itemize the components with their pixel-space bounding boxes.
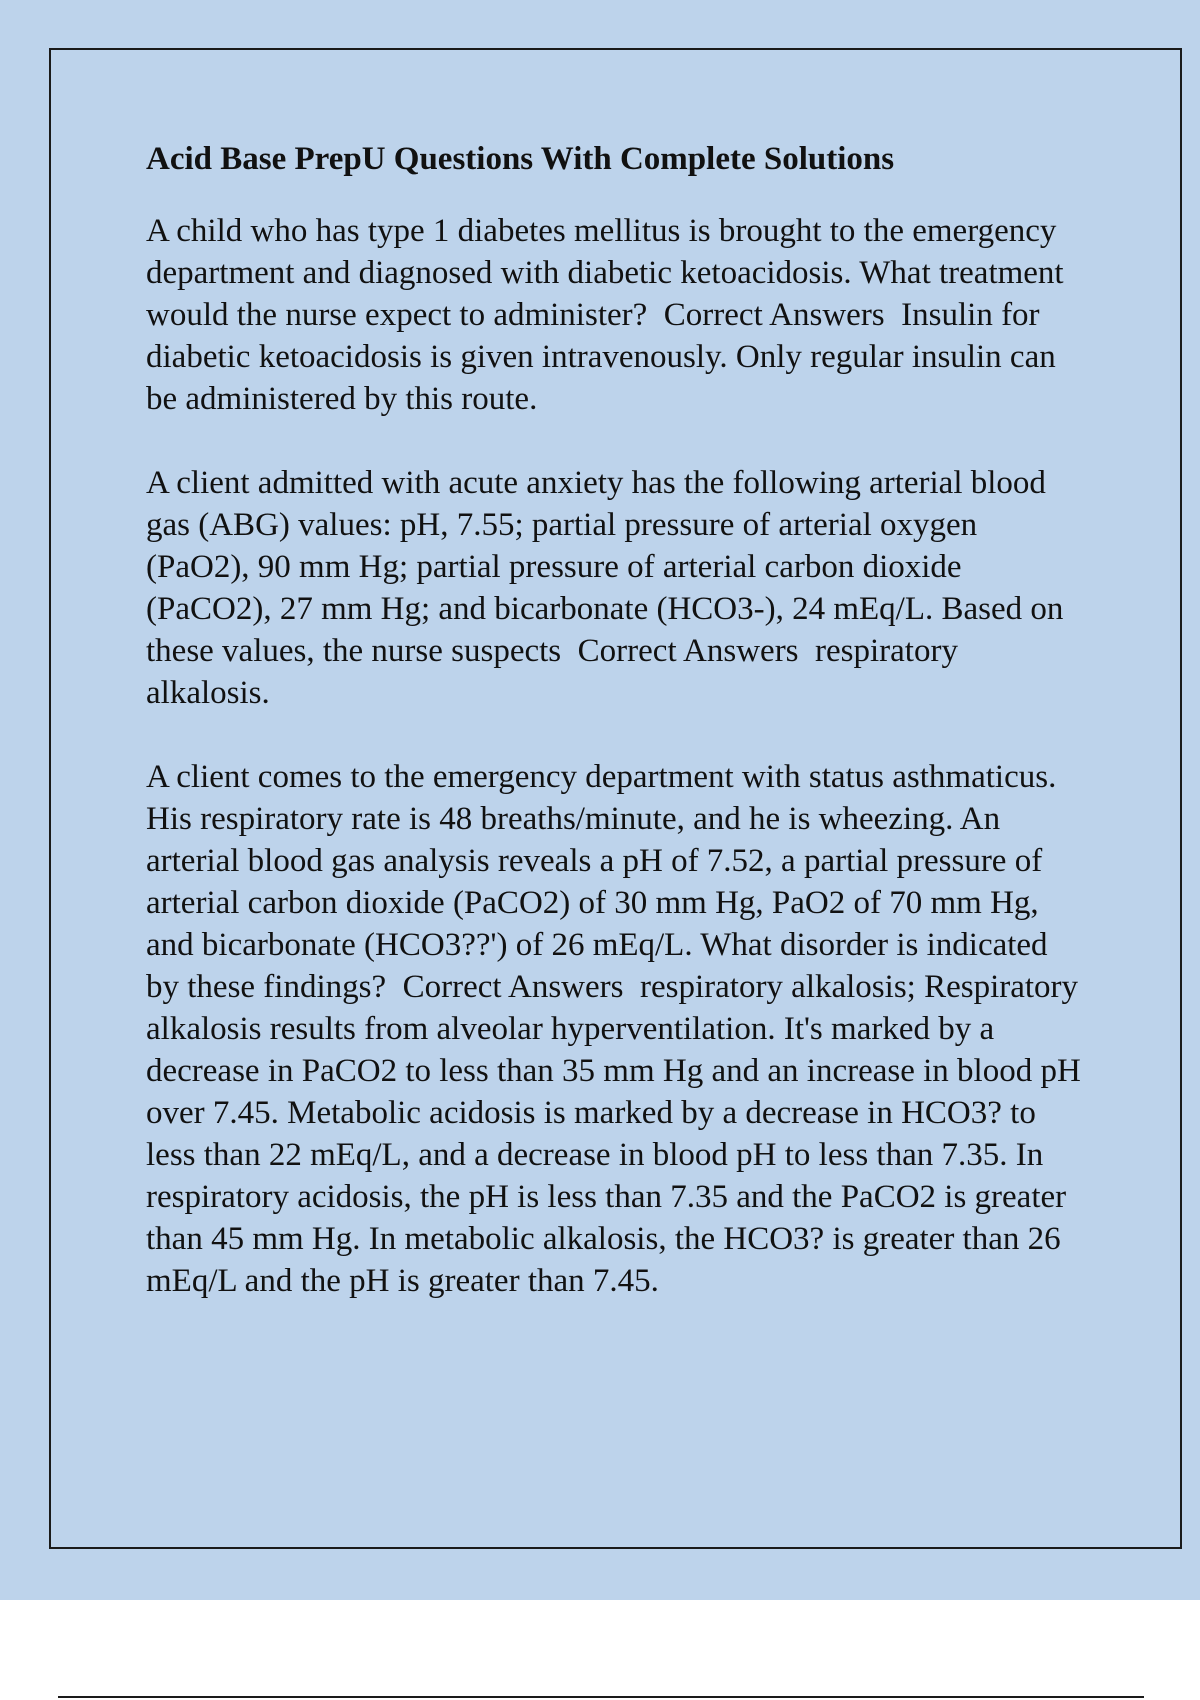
qa-item-3: [146, 756, 1090, 1302]
document-title: Acid Base PrepU Questions With Complete Solutions: [146, 141, 895, 177]
question-text: A client comes to the emergency department with status asthmaticus. His respiratory rate is 48 breaths/minute, and he is wheezing. An arterial blood gas analysis reveals a pH of 7.52, a partial pressure of arterial carbon dioxide (PaCO2) of 30 mm Hg, PaO2 of 70 mm Hg, and bicarbonate (HCO3??') of 26 mEq/L. What disorder is indicated by these findings?: [146, 758, 1065, 1005]
question-text: A child who has type 1 diabetes mellitus is brought to the emergency department and diagnosed with diabetic ketoacidosis. What treatment would the nurse expect to administer?: [146, 212, 1072, 333]
answer-text: Correct Answers Insulin for diabetic ketoacidosis is given intravenously. Only regular insulin can be administered by this route.: [146, 296, 1064, 417]
qa-item-2: [146, 462, 1086, 714]
answer-text: Correct Answers respiratory alkalosis; Respiratory alkalosis results from alveolar hyperventilation. It's marked by a decrease in PaCO2 to less than 35 mm Hg and an increase in blood pH over 7.45. Metabolic acidosis is marked by a decrease in HCO3? to less than 22 mEq/L, and a decrease in blood pH to less than 7.35. In respiratory acidosis, the pH is less than 7.35 and the PaCO2 is greater than 45 mm Hg. In metabolic alkalosis, the HCO3? is greater than 26 mEq/L and the pH is greater than 7.45.: [146, 968, 1090, 1299]
document-body: [146, 140, 1090, 1344]
question-text: A client admitted with acute anxiety has the following arterial blood gas (ABG) values: pH, 7.55; partial pressure of arterial oxygen (PaO2), 90 mm Hg; partial pressure of arterial carbon dioxide (PaCO2), 27 mm Hg; and bicarbonate (HCO3-), 24 mEq/L. Based on these values, the nurse suspects: [146, 464, 1072, 669]
footer-divider: [58, 1696, 1144, 1698]
answer-text: Correct Answers respiratory alkalosis.: [146, 632, 967, 711]
qa-item-1: [146, 210, 1086, 420]
